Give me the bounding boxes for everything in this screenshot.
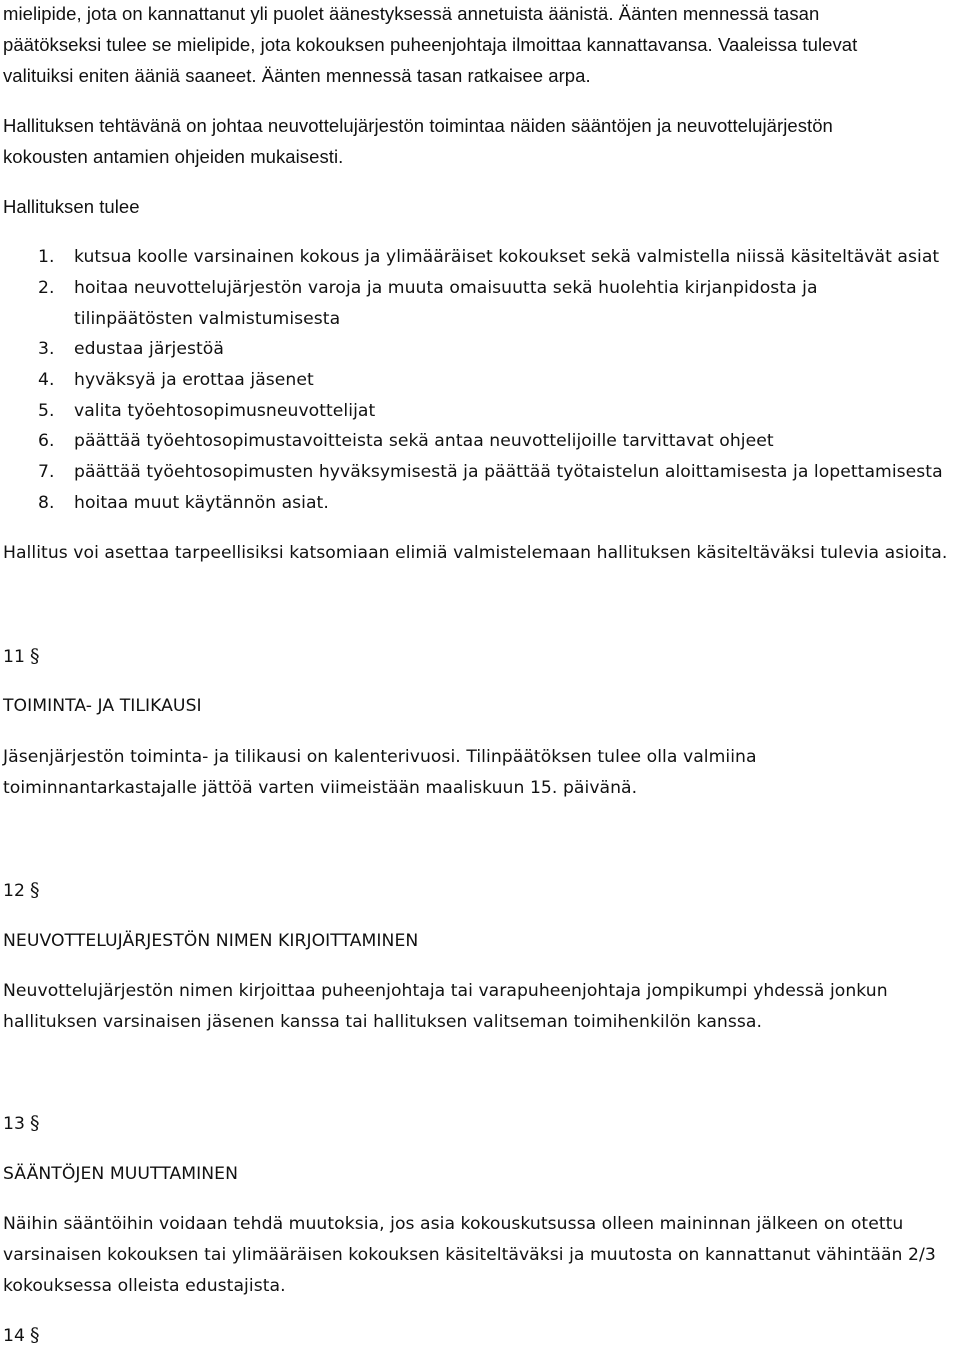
list-item-number: 4.: [38, 370, 55, 390]
section-heading: [3, 1112, 40, 1135]
list-item-text: päättää työehtosopimustavoitteista sekä antaa neuvottelijoille tarvittavat ohjeet: [74, 431, 774, 451]
section-text-line: toiminnantarkastajalle jättöä varten viimeistään maaliskuun 15. päivänä.: [3, 778, 638, 798]
section-symbol: §: [29, 1112, 40, 1134]
section-number: 12: [3, 881, 25, 901]
list-item-number: 8.: [38, 493, 55, 513]
section-text-line: Näihin sääntöihin voidaan tehdä muutoksia, jos asia kokouskutsussa olleen maininnan jälkeen on otettu: [3, 1214, 904, 1234]
intro-line: mielipide, jota on kannattanut yli puolet äänestyksessä annetuista äänistä. Äänten mennessä tasan: [3, 3, 820, 24]
list-item-text: päättää työehtosopimusten hyväksymisestä ja päättää työtaistelun aloittamisesta ja lopettamisesta: [74, 462, 943, 482]
section-symbol: §: [29, 645, 40, 667]
section-heading: [3, 879, 40, 902]
section-number: 11: [3, 647, 25, 667]
section-text-line: Jäsenjärjestön toiminta- ja tilikausi on kalenterivuosi. Tilinpäätöksen tulee olla valmiina: [3, 747, 757, 767]
intro-line: päätökseksi tulee se mielipide, jota kokouksen puheenjohtaja ilmoittaa kannattavansa. Vaaleissa tulevat: [3, 34, 858, 55]
list-item-text: hoitaa neuvottelujärjestön varoja ja muuta omaisuutta sekä huolehtia kirjanpidosta ja: [74, 278, 818, 298]
section-symbol: §: [29, 1324, 40, 1346]
list-item-text: edustaa järjestöä: [74, 339, 224, 359]
section-symbol: §: [29, 879, 40, 901]
list-item-text: hyväksyä ja erottaa jäsenet: [74, 370, 314, 390]
list-item-number: 7.: [38, 462, 55, 482]
section-title: SÄÄNTÖJEN MUUTTAMINEN: [3, 1164, 238, 1184]
duties-heading: Hallituksen tulee: [3, 196, 140, 217]
list-item-text: kutsua koolle varsinainen kokous ja ylimääräiset kokoukset sekä valmistella niissä käsiteltävät asiat: [74, 247, 940, 267]
section-text-line: varsinaisen kokouksen tai ylimääräisen kokouksen käsiteltäväksi ja muutosta on kannattanut vähintään 2/3: [3, 1245, 936, 1265]
list-item-number: 3.: [38, 339, 55, 359]
section-number: 14: [3, 1326, 25, 1346]
list-item-text: hoitaa muut käytännön asiat.: [74, 493, 329, 513]
board-duty-line: Hallituksen tehtävänä on johtaa neuvottelujärjestön toimintaa näiden sääntöjen ja neuvottelujärjestön: [3, 115, 833, 136]
list-item-number: 2.: [38, 278, 55, 298]
section-heading: [3, 645, 40, 668]
committees-paragraph: Hallitus voi asettaa tarpeellisiksi katsomiaan elimiä valmistelemaan hallituksen käsiteltäväksi tulevia asioita.: [3, 543, 948, 563]
section-title: NEUVOTTELUJÄRJESTÖN NIMEN KIRJOITTAMINEN: [3, 931, 419, 951]
section-heading: [3, 1324, 40, 1347]
section-number: 13: [3, 1114, 25, 1134]
section-text-line: Neuvottelujärjestön nimen kirjoittaa puheenjohtaja tai varapuheenjohtaja jompikumpi yhdessä jonkun: [3, 981, 888, 1001]
section-text-line: kokouksessa olleista edustajista.: [3, 1276, 286, 1296]
list-item-number: 5.: [38, 401, 55, 421]
list-item-text: tilinpäätösten valmistumisesta: [74, 309, 341, 329]
intro-line: valituiksi eniten ääniä saaneet. Äänten mennessä tasan ratkaisee arpa.: [3, 65, 591, 86]
list-item-number: 6.: [38, 431, 55, 451]
list-item-number: 1.: [38, 247, 55, 267]
section-title: TOIMINTA- JA TILIKAUSI: [3, 696, 202, 716]
board-duty-line: kokousten antamien ohjeiden mukaisesti.: [3, 146, 344, 167]
section-text-line: hallituksen varsinaisen jäsenen kanssa tai hallituksen valitseman toimihenkilön kanssa.: [3, 1012, 762, 1032]
list-item-text: valita työehtosopimusneuvottelijat: [74, 401, 376, 421]
